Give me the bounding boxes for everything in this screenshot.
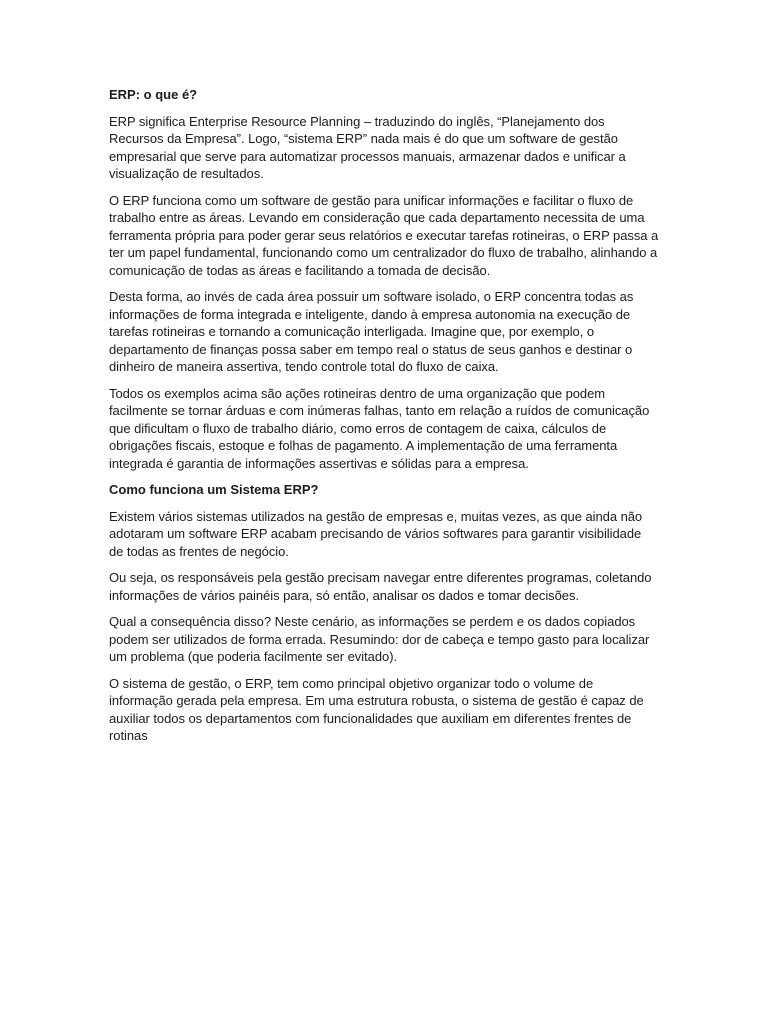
section-heading-how-it-works: Como funciona um Sistema ERP? — [109, 482, 319, 497]
paragraph: Todos os exemplos acima são ações rotineiras dentro de uma organização que podem facilmente se tornar árduas e com inúmeras falhas, tanto em relação a ruídos de comunicação que dificultam o fluxo de trabalho diário, como erros de contagem de caixa, cálculos de obrigações fiscais, estoque e folhas de pagamento. A implementação de uma ferramenta integrada é garantia de informações assertivas e sólidas para a empresa. — [109, 385, 650, 471]
paragraph: Existem vários sistemas utilizados na gestão de empresas e, muitas vezes, as que ainda não adotaram um software ERP acabam precisando de vários softwares para garantir visibilidade de todas as frentes de negócio. — [109, 508, 643, 559]
section-heading-erp: ERP: o que é? — [109, 87, 198, 102]
paragraph: O ERP funciona como um software de gestão para unificar informações e facilitar o fluxo de trabalho entre as áreas. Levando em consideração que cada departamento necessita de uma ferramenta própria para poder gerar seus relatórios e executar tarefas rotineiras, o ERP passa a ter um papel fundamental, funcionando como um centralizador do fluxo de trabalho, alinhando a comunicação de todas as áreas e facilitando a tomada de decisão. — [109, 192, 659, 278]
paragraph: Desta forma, ao invés de cada área possuir um software isolado, o ERP concentra todas as informações de forma integrada e inteligente, dando à empresa autonomia na execução de tarefas rotineiras e tornando a comunicação interligada. Imagine que, por exemplo, o departamento de finanças possa saber em tempo real o status de seus ganhos e destinar o dinheiro de maneira assertiva, tendo controle total do fluxo de caixa. — [109, 289, 634, 374]
paragraph: ERP significa Enterprise Resource Planning – traduzindo do inglês, “Planejamento dos Recursos da Empresa”. Logo, “sistema ERP” nada mais é do que um software de gestão empresarial que serve para automatizar processos manuais, armazenar dados e unificar a visualização de resultados. — [109, 113, 626, 181]
document-page — [109, 86, 659, 754]
paragraph: Ou seja, os responsáveis pela gestão precisam navegar entre diferentes programas, coletando informações de vários painéis para, só então, analisar os dados e tomar decisões. — [109, 570, 652, 603]
paragraph: Qual a consequência disso? Neste cenário, as informações se perdem e os dados copiados podem ser utilizados de forma errada. Resumindo: dor de cabeça e tempo gasto para localizar um problema (que poderia facilmente ser evitado). — [109, 614, 650, 664]
paragraph: O sistema de gestão, o ERP, tem como principal objetivo organizar todo o volume de informação gerada pela empresa. Em uma estrutura robusta, o sistema de gestão é capaz de auxiliar todos os departamentos com funcionalidades que auxiliam em diferentes frentes de rotinas — [109, 675, 644, 743]
